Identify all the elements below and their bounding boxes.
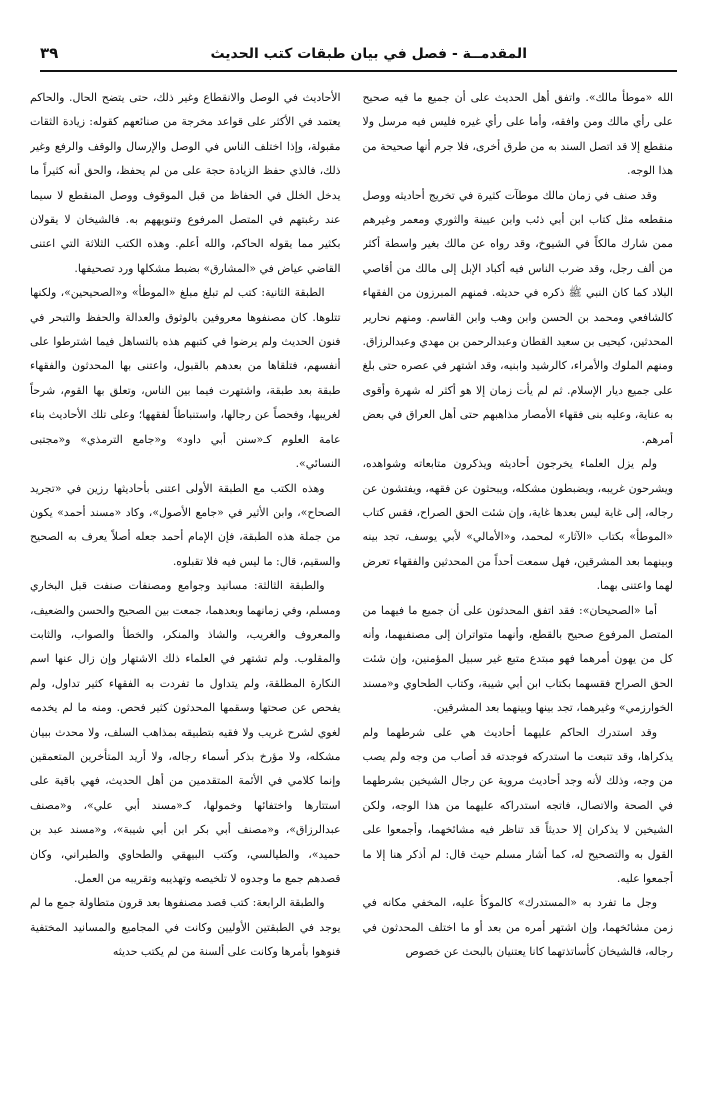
paragraph: وقد استدرك الحاكم عليهما أحاديث هي على شرطهما ولم يذكراها، وقد تتبعت ما استدركه فوجدته قد أصاب من وجه ولم يصب من وجه، وذلك لأنه وجد أحاديث مروية عن رجال الشيخين بشرطهما في الصحة والاتصال، فاتجه استدراكه عليهما من هذا الوجه، ولكن الشيخين لا يذكران إلا حديثاً قد تناظر فيه مشائخهما، وأجمعوا على القول به والتصحيح له، كما أشار مسلم حيث قال: لم أذكر هنا إلا ما أجمعوا عليه. [362, 725, 673, 885]
paragraph: والطبقة الثالثة: مسانيد وجوامع ومصنفات صنفت قبل البخاري ومسلم، وفي زمانهما وبعدهما، جمعت بين الصحيح والحسن والضعيف، والمعروف والغريب، والشاذ والمنكر، والخطأ والصواب، والثابت والمقلوب. ولم تشتهر في العلماء ذلك الاشتهار وإن زال عنها اسم النكارة المطلقة، ولم يتداول ما تفردت به الفقهاء كثير تداول، ولم يفحص عن صحتها وسقمها المحدثون كثير فحص. ومنه ما لم يخدمه لغوي لشرح غريب ولا فقيه بتطبيقه بمذاهب السلف، ولا محدث ببيان مشكله، ولا مؤرخ بذكر أسماء رجاله، ولا أريد المتأخرين المتعمقين وإنما كلامي في الأئمة المتقدمين من أهل الحديث، فهي باقية على استتارها واختفائها وخمولها، كـ«مسند أبي علي»، و«مصنف عبدالرزاق»، و«مصنف أبي بكر ابن أبي شيبة»، و«مسند عبد بن حميد»، والطيالسي، وكتب البيهقي والطحاوي والطبراني، وكان قصدهم جمع ما وجدوه لا تلخيصه وتهذيبه وتقريبه من العمل. [30, 579, 341, 885]
paragraph: أما «الصحيحان»: فقد اتفق المحدثون على أن جميع ما فيهما من المتصل المرفوع صحيح بالقطع، وأنهما متواتران إلى مصنفيهما، وأنه كل من يهون أمرهما فهو مبتدع متبع غير سبيل المؤمنين، وإن شئت الحق الصراح فقسهما بكتاب ابن أبي شيبة، وكتاب الطحاوي و«مسند الخوارزمي» وغيرهما، تجد بينها وبينهما بعد المشرقين. [362, 603, 673, 715]
paragraph: الأحاديث في الوصل والانقطاع وغير ذلك، حتى يتضح الحال. والحاكم يعتمد في الأكثر على قواعد مخرجة من صنائعهم كقوله: زيادة الثقات مقبولة، وإذا اختلف الناس في الوصل والإرسال والوقف والرفع وغير ذلك، فالذي حفظ الزيادة حجة على من لم يحفظ، والحق أنه كثيراً ما يدخل الخلل في الحفاظ من قبل الموقوف ووصل المنقطع لا سيما عند رغبتهم في المتصل المرفوع وتنويههم به. فالشيخان لا يقولان بكثير مما يقوله الحاكم، والله أعلم. وهذه الكتب الثلاثة التي اعتنى القاضي عياض في «المشارق» بضبط مشكلها ورد تصحيفها. [30, 91, 341, 275]
paragraph: وقد صنف في زمان مالك موطآت كثيرة في تخريج أحاديثه ووصل منقطعه مثل كتاب ابن أبي ذئب وابن عيينة والثوري ومعمر وغيرهم ممن شارك مالكاً في الشيوخ، وقد رواه عن مالك بغير واسطة أكثر من ألف رجل، وقد ضرب الناس فيه أكباد الإبل إلى مالك من أقاصي البلاد كما كان النبي ﷺ ذكره في حديثه. فمنهم المبرزون من الفقهاء كالشافعي ومحمد بن الحسن وابن وهب وابن القاسم. ومنهم نحارير المحدثين، كيحيى بن سعيد القطان وعبدالرحمن بن مهدي وعبدالرزاق. ومنهم الملوك والأمراء، كالرشيد وابنيه، وقد اشتهر في عصره حتى بلغ على جميع ديار الإسلام. ثم لم يأت زمان إلا هو أكثر له شهرة وأقوى به عناية، وعليه بنى فقهاء الأمصار مذاهبهم حتى أهل العراق في بعض أمرهم. [362, 188, 673, 446]
text-columns [30, 86, 673, 1090]
page-header [40, 40, 677, 72]
right-column [363, 86, 674, 1090]
running-title: المقدمــة - فصل في بيان طبقات كتب الحديث [210, 46, 527, 62]
paragraph: والطبقة الرابعة: كتب قصد مصنفوها بعد قرون متطاولة جمع ما لم يوجد في الطبقتين الأوليين وكانت في المجاميع والمسانيد المختفية فنوهوا بأمرها وكانت على ألسنة من لم يكتب حديثه [30, 896, 341, 959]
paragraph: الطبقة الثانية: كتب لم تبلغ مبلغ «الموطأ» و«الصحيحين»، ولكنها تتلوها. كان مصنفوها معروفين بالوثوق والعدالة والحفظ والتبحر في فنون الحديث ولم يرضوا في كتبهم هذه بالتساهل فيما اشترطوا على أنفسهم، فتلقاها من بعدهم بالقبول، واعتنى بها المحدثون والفقهاء طبقة بعد طبقة، واشتهرت فيما بين الناس، وتعلق بها القوم، شرحاً لغريبها، وفحصاً عن رجالها، واستنباطاً لفقهها؛ وعلى تلك الأحاديث بناء عامة العلوم كـ«سنن أبي داود» و«جامع الترمذي» و«مجتبى النسائي». [30, 286, 341, 471]
page-number: ٣٩ [40, 44, 59, 62]
paragraph: ولم يزل العلماء يخرجون أحاديثه ويذكرون متابعاته وشواهده، ويشرحون غريبه، ويضبطون مشكله، ويبحثون عن فقهه، ويفتشون عن رجاله، إلى غاية ليس بعدها غاية، وإن شئت الحق الصراح، فقس كتاب «الموطأ» بكتاب «الآثار» لمحمد، و«الأمالي» لأبي يوسف، تجد بينه وبينهما بعد المشرقين، فهل سمعت أحداً من المحدثين والفقهاء تعرض لهما واعتنى بهما. [362, 457, 673, 593]
paragraph: وهذه الكتب مع الطبقة الأولى اعتنى بأحاديثها رزين في «تجريد الصحاح»، وابن الأثير في «جامع الأصول»، وكاد «مسند أحمد» يكون من جملة هذه الطبقة، فإن الإمام أحمد جعله أصلاً يعرف به الصحيح والسقيم، قال: ما ليس فيه فلا تقبلوه. [30, 481, 341, 568]
left-column [30, 86, 341, 1090]
paragraph: وجل ما تفرد به «المستدرك» كالموكأ عليه، المخفي مكانه في زمن مشائخهما، وإن اشتهر أمره من بعد أو ما اختلف المحدثون في رجاله، فالشيخان كأساتذتهما كانا يعتنيان بالبحث عن خصوص [362, 896, 673, 959]
paragraph: الله «موطأ مالك». واتفق أهل الحديث على أن جميع ما فيه صحيح على رأي مالك ومن وافقه، وأما على رأي غيره فليس فيه مرسل ولا منقطع إلا قد اتصل السند به من طرق أخرى، فلا جرم أنها صحيحة من هذا الوجه. [362, 91, 673, 178]
